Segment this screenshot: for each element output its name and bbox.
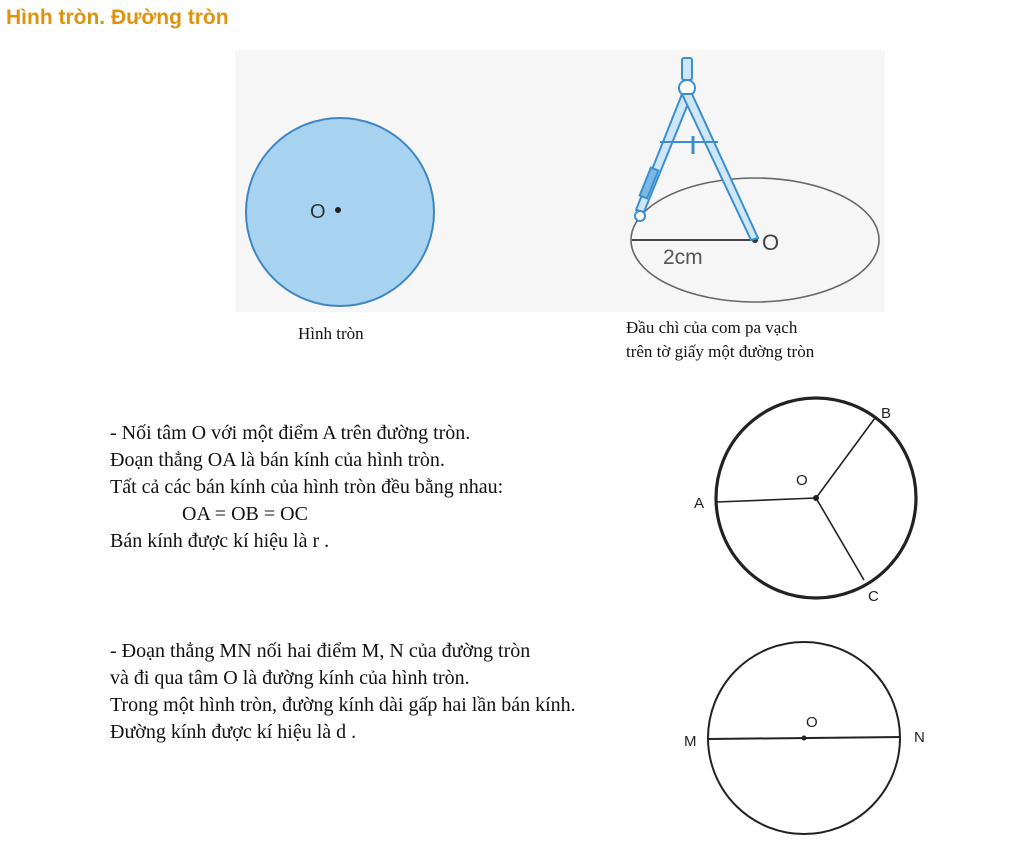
radius-line-1: - Nối tâm O với một điểm A trên đường tròn. <box>110 422 471 444</box>
radius-label-a: A <box>694 495 705 512</box>
radius-label-c: C <box>868 588 879 605</box>
diameter-line-4: Đường kính được kí hiệu là d . <box>110 721 357 743</box>
compass-caption-line2: trên tờ giấy một đường tròn <box>626 342 815 361</box>
disk-center-label: O <box>310 201 326 223</box>
compass-radius-label: 2cm <box>663 246 703 269</box>
diameter-figure <box>676 630 946 842</box>
diameter-line-1: - Đoạn thẳng MN nối hai điểm M, N của đường tròn <box>110 640 531 662</box>
radius-text <box>110 420 630 555</box>
radius-line-3: Tất cả các bán kính của hình tròn đều bằng nhau: <box>110 476 504 498</box>
disk-caption: Hình tròn <box>298 324 364 343</box>
disk-center-dot <box>335 207 341 213</box>
radius-line-5: Bán kính được kí hiệu là r . <box>110 530 330 552</box>
diameter-label-o: O <box>806 714 818 731</box>
top-figure <box>230 50 890 320</box>
radius-label-b: B <box>881 405 892 422</box>
diameter-line-3: Trong một hình tròn, đường kính dài gấp hai lần bán kính. <box>110 694 576 716</box>
radius-label-o: O <box>796 472 808 489</box>
radius-equality: OA = OB = OC <box>182 503 308 525</box>
radius-center-dot <box>813 495 819 501</box>
diameter-label-m: M <box>684 733 697 750</box>
radius-ob <box>816 418 875 498</box>
radius-oc <box>816 498 864 580</box>
diameter-center-dot <box>802 736 807 741</box>
radius-figure <box>680 390 920 610</box>
page-title: Hình tròn. Đường tròn <box>6 6 229 29</box>
radius-oa <box>717 498 816 502</box>
compass-center-label: O <box>762 230 780 255</box>
radius-line-2: Đoạn thẳng OA là bán kính của hình tròn. <box>110 449 445 471</box>
diameter-text <box>110 638 630 746</box>
compass-caption-line1: Đầu chì của com pa vạch <box>626 318 798 337</box>
diameter-label-n: N <box>914 729 925 746</box>
diameter-line-2: và đi qua tâm O là đường kính của hình tròn. <box>110 667 470 689</box>
